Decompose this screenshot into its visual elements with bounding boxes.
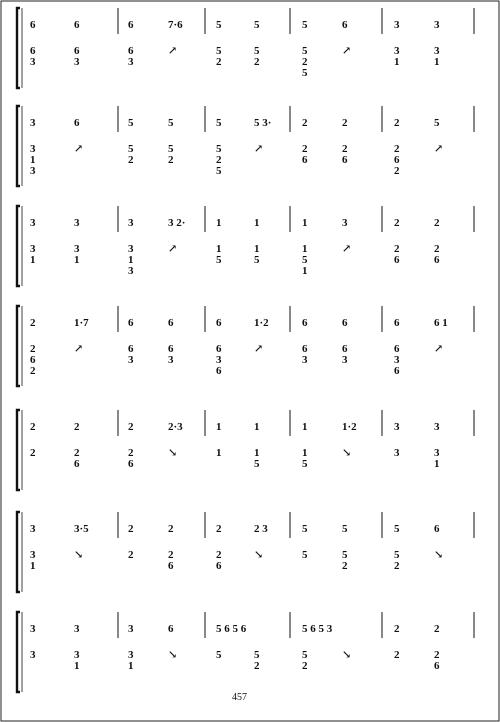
arpeggio-arrow: ↗ — [168, 243, 178, 255]
melody-note: 5 — [216, 19, 222, 31]
melody-note: 1 — [254, 421, 260, 433]
melody-note: 5 — [302, 19, 308, 31]
melody-note: 5 6 5 6 — [216, 623, 247, 635]
melody-note: 2 — [394, 623, 400, 635]
melody-note: 6 — [128, 19, 134, 31]
melody-note: 2 — [74, 421, 80, 433]
chord-stack: 2 — [128, 549, 134, 561]
score-system — [17, 512, 474, 592]
chord-stack: 3 — [394, 447, 400, 459]
chord-stack: 5 2 — [254, 45, 260, 68]
system-bracket — [17, 512, 20, 592]
score-system — [17, 206, 474, 286]
arpeggio-arrow: ↗ — [74, 143, 84, 155]
chord-stack: 6 3 6 — [394, 343, 400, 377]
melody-note: 6 — [302, 317, 308, 329]
melody-note: 5 — [394, 523, 400, 535]
chord-stack: 5 2 — [342, 549, 348, 572]
melody-note: 3 — [434, 421, 440, 433]
chord-stack: 6 3 6 — [216, 343, 222, 377]
chord-stack: 3 1 — [394, 45, 400, 68]
arpeggio-arrow: ↗ — [342, 45, 352, 57]
melody-note: 5 — [216, 117, 222, 129]
chord-stack: 5 2 — [168, 143, 174, 166]
melody-note: 6 1 — [434, 317, 448, 329]
melody-note: 1 — [216, 421, 222, 433]
melody-note: 3·5 — [74, 523, 89, 535]
chord-stack: 6 3 — [30, 45, 36, 68]
melody-note: 6 — [394, 317, 400, 329]
melody-note: 3 — [30, 623, 36, 635]
page-border — [1, 1, 499, 721]
score-system — [17, 306, 474, 386]
melody-note: 3 — [30, 217, 36, 229]
score-system — [17, 8, 474, 88]
chord-stack: 3 1 3 — [30, 143, 36, 177]
melody-note: 6 — [128, 317, 134, 329]
melody-note: 2 — [434, 623, 440, 635]
arpeggio-arrow: ↗ — [254, 343, 264, 355]
score-system — [17, 410, 474, 490]
melody-note: 1 — [254, 217, 260, 229]
melody-note: 5 — [168, 117, 174, 129]
melody-note: 5 6 5 3 — [302, 623, 333, 635]
chord-stack: 3 1 — [74, 649, 80, 672]
melody-note: 3 — [128, 623, 134, 635]
arpeggio-arrow: ↘ — [168, 447, 178, 459]
melody-note: 7·6 — [168, 19, 183, 31]
chord-stack: 5 2 — [128, 143, 134, 166]
melody-note: 5 — [342, 523, 348, 535]
system-bracket — [17, 8, 20, 88]
chord-stack: 6 3 — [128, 343, 134, 366]
chord-stack: 5 — [216, 649, 222, 661]
chord-stack: 2 6 2 — [394, 143, 400, 177]
melody-note: 5 3· — [254, 117, 272, 129]
score-system — [17, 106, 474, 186]
arpeggio-arrow: ↘ — [434, 549, 444, 561]
chord-stack: 3 1 — [74, 243, 80, 266]
chord-stack: 5 2 — [254, 649, 260, 672]
melody-note: 6 — [74, 19, 80, 31]
melody-note: 1·7 — [74, 317, 89, 329]
chord-stack: 2 6 2 — [30, 343, 36, 377]
system-bracket — [17, 206, 20, 286]
chord-stack: 1 5 — [254, 243, 260, 266]
melody-note: 1·2 — [254, 317, 269, 329]
page-number: 457 — [232, 692, 247, 703]
melody-note: 3 — [128, 217, 134, 229]
chord-stack: 2 6 — [434, 243, 440, 266]
melody-note: 2 — [216, 523, 222, 535]
chord-stack: 2 6 — [74, 447, 80, 470]
melody-note: 6 — [434, 523, 440, 535]
melody-note: 5 — [128, 117, 134, 129]
chord-stack: 3 1 — [434, 447, 440, 470]
melody-note: 2 — [128, 523, 134, 535]
chord-stack: 3 1 — [30, 243, 36, 266]
arpeggio-arrow: ↗ — [434, 143, 444, 155]
chord-stack: 2 6 — [168, 549, 174, 572]
chord-stack: 5 2 — [394, 549, 400, 572]
melody-note: 5 — [434, 117, 440, 129]
chord-stack: 6 3 — [168, 343, 174, 366]
chord-stack: 5 2 — [216, 45, 222, 68]
melody-note: 5 — [254, 19, 260, 31]
melody-note: 3 — [74, 623, 80, 635]
chord-stack: 2 — [30, 447, 36, 459]
arpeggio-arrow: ↘ — [168, 649, 178, 661]
melody-note: 2 — [394, 117, 400, 129]
arpeggio-arrow: ↗ — [168, 45, 178, 57]
melody-note: 1 — [302, 217, 308, 229]
melody-note: 6 — [30, 19, 36, 31]
melody-note: 3 — [434, 19, 440, 31]
melody-note: 2 — [30, 317, 36, 329]
melody-note: 1 — [216, 217, 222, 229]
system-bracket — [17, 306, 20, 386]
chord-stack: 1 5 — [254, 447, 260, 470]
score-system — [17, 612, 474, 692]
melody-note: 3 — [394, 421, 400, 433]
chord-stack: 1 5 — [302, 447, 308, 470]
arpeggio-arrow: ↗ — [342, 243, 352, 255]
melody-note: 2 — [434, 217, 440, 229]
arpeggio-arrow: ↗ — [254, 143, 264, 155]
melody-note: 6 — [216, 317, 222, 329]
score-systems — [17, 8, 474, 692]
melody-note: 2 — [30, 421, 36, 433]
system-bracket — [17, 410, 20, 490]
melody-note: 2 — [168, 523, 174, 535]
arpeggio-arrow: ↗ — [434, 343, 444, 355]
chord-stack: 3 — [30, 649, 36, 661]
chord-stack: 2 6 — [128, 447, 134, 470]
chord-stack: 2 — [394, 649, 400, 661]
arpeggio-arrow: ↘ — [342, 447, 352, 459]
melody-note: 2 — [342, 117, 348, 129]
chord-stack: 2 6 — [302, 143, 308, 166]
chord-stack: 5 2 5 — [302, 45, 308, 79]
melody-note: 2·3 — [168, 421, 183, 433]
melody-note: 2 — [394, 217, 400, 229]
chord-stack: 3 1 — [30, 549, 36, 572]
melody-note: 3 — [30, 117, 36, 129]
chord-stack: 6 3 — [128, 45, 134, 68]
chord-stack: 5 — [302, 549, 308, 561]
chord-stack: 2 6 — [434, 649, 440, 672]
melody-note: 6 — [168, 623, 174, 635]
chord-stack: 5 2 — [302, 649, 308, 672]
chord-stack: 5 2 5 — [216, 143, 222, 177]
melody-note: 2 — [302, 117, 308, 129]
melody-note: 2 3 — [254, 523, 268, 535]
chord-stack: 2 6 — [342, 143, 348, 166]
arpeggio-arrow: ↘ — [254, 549, 264, 561]
chord-stack: 6 3 — [302, 343, 308, 366]
arpeggio-arrow: ↗ — [74, 343, 84, 355]
melody-note: 3 — [342, 217, 348, 229]
melody-note: 2 — [128, 421, 134, 433]
melody-note: 1·2 — [342, 421, 357, 433]
melody-note: 6 — [168, 317, 174, 329]
chord-stack: 2 6 — [394, 243, 400, 266]
system-bracket — [17, 612, 20, 692]
arpeggio-arrow: ↘ — [342, 649, 352, 661]
arpeggio-arrow: ↘ — [74, 549, 84, 561]
chord-stack: 3 1 — [128, 649, 134, 672]
chord-stack: 1 5 1 — [302, 243, 308, 277]
chord-stack: 3 1 — [434, 45, 440, 68]
melody-note: 6 — [74, 117, 80, 129]
chord-stack: 1 5 — [216, 243, 222, 266]
system-bracket — [17, 106, 20, 186]
melody-note: 6 — [342, 19, 348, 31]
melody-note: 5 — [302, 523, 308, 535]
melody-note: 3 2· — [168, 217, 186, 229]
chord-stack: 1 — [216, 447, 222, 459]
chord-stack: 6 3 — [342, 343, 348, 366]
chord-stack: 6 3 — [74, 45, 80, 68]
melody-note: 3 — [394, 19, 400, 31]
melody-note: 1 — [302, 421, 308, 433]
melody-note: 3 — [74, 217, 80, 229]
melody-note: 3 — [30, 523, 36, 535]
melody-note: 6 — [342, 317, 348, 329]
chord-stack: 2 6 — [216, 549, 222, 572]
chord-stack: 3 1 3 — [128, 243, 134, 277]
